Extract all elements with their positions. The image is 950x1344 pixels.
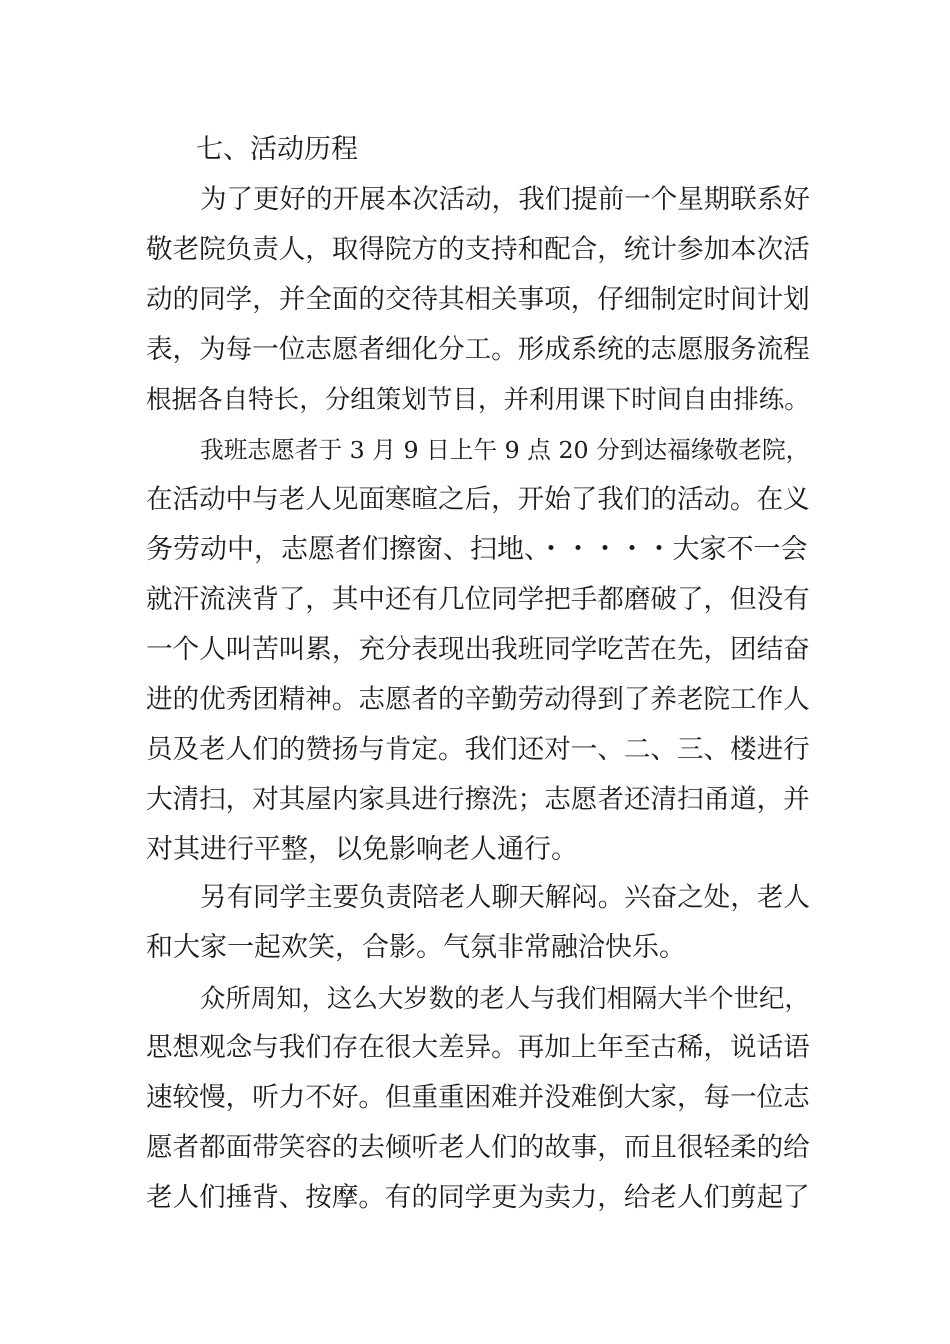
paragraph-4-line-1: 众所周知，这么大岁数的老人与我们相隔大半个世纪， (200, 983, 810, 1013)
paragraph-3-line-1: 另有同学主要负责陪老人聊天解闷。兴奋之处，老人 (200, 882, 810, 913)
paragraph-3-line-2: 和大家一起欢笑，合影。气氛非常融洽快乐。 (146, 932, 686, 963)
section-heading: 七、活动历程 (196, 134, 358, 165)
paragraph-2-line-7: 员及老人们的赞扬与肯定。我们还对一、二、三、楼进行 (146, 734, 810, 765)
paragraph-1-line-4: 表，为每一位志愿者细化分工。形成系统的志愿服务流程 (146, 334, 810, 365)
paragraph-1-line-1: 为了更好的开展本次活动，我们提前一个星期联系好 (200, 184, 810, 215)
paragraph-2-line-3: 务劳动中，志愿者们擦窗、扫地、・・・・・大家不一会 (146, 534, 808, 565)
paragraph-1-line-3: 动的同学，并全面的交待其相关事项，仔细制定时间计划 (146, 284, 810, 315)
paragraph-4-line-4: 愿者都面带笑容的去倾听老人们的故事，而且很轻柔的给 (146, 1132, 810, 1163)
paragraph-2-line-5: 一个人叫苦叫累，充分表现出我班同学吃苦在先，团结奋 (146, 634, 810, 665)
paragraph-2-line-6: 进的优秀团精神。志愿者的辛勤劳动得到了养老院工作人 (146, 684, 810, 715)
paragraph-2-line-2: 在活动中与老人见面寒暄之后，开始了我们的活动。在义 (146, 484, 810, 515)
paragraph-4-line-5: 老人们捶背、按摩。有的同学更为卖力，给老人们剪起了 (146, 1182, 810, 1213)
paragraph-1-line-5: 根据各自特长，分组策划节目，并利用课下时间自由排练。 (146, 385, 810, 415)
paragraph-2-line-8: 大清扫，对其屋内家具进行擦洗；志愿者还清扫甬道，并 (146, 784, 810, 815)
paragraph-1-line-2: 敬老院负责人，取得院方的支持和配合，统计参加本次活 (146, 234, 810, 265)
paragraph-4-line-2: 思想观念与我们存在很大差异。再加上年至古稀，说话语 (146, 1032, 810, 1063)
paragraph-2-line-4: 就汗流浃背了，其中还有几位同学把手都磨破了，但没有 (146, 584, 810, 615)
paragraph-4-line-3: 速较慢，听力不好。但重重困难并没难倒大家，每一位志 (146, 1082, 810, 1113)
paragraph-2-line-1: 我班志愿者于 3 月 9 日上午 9 点 20 分到达福缘敬老院， (200, 436, 810, 464)
paragraph-2-line-9: 对其进行平整，以免影响老人通行。 (146, 834, 578, 865)
